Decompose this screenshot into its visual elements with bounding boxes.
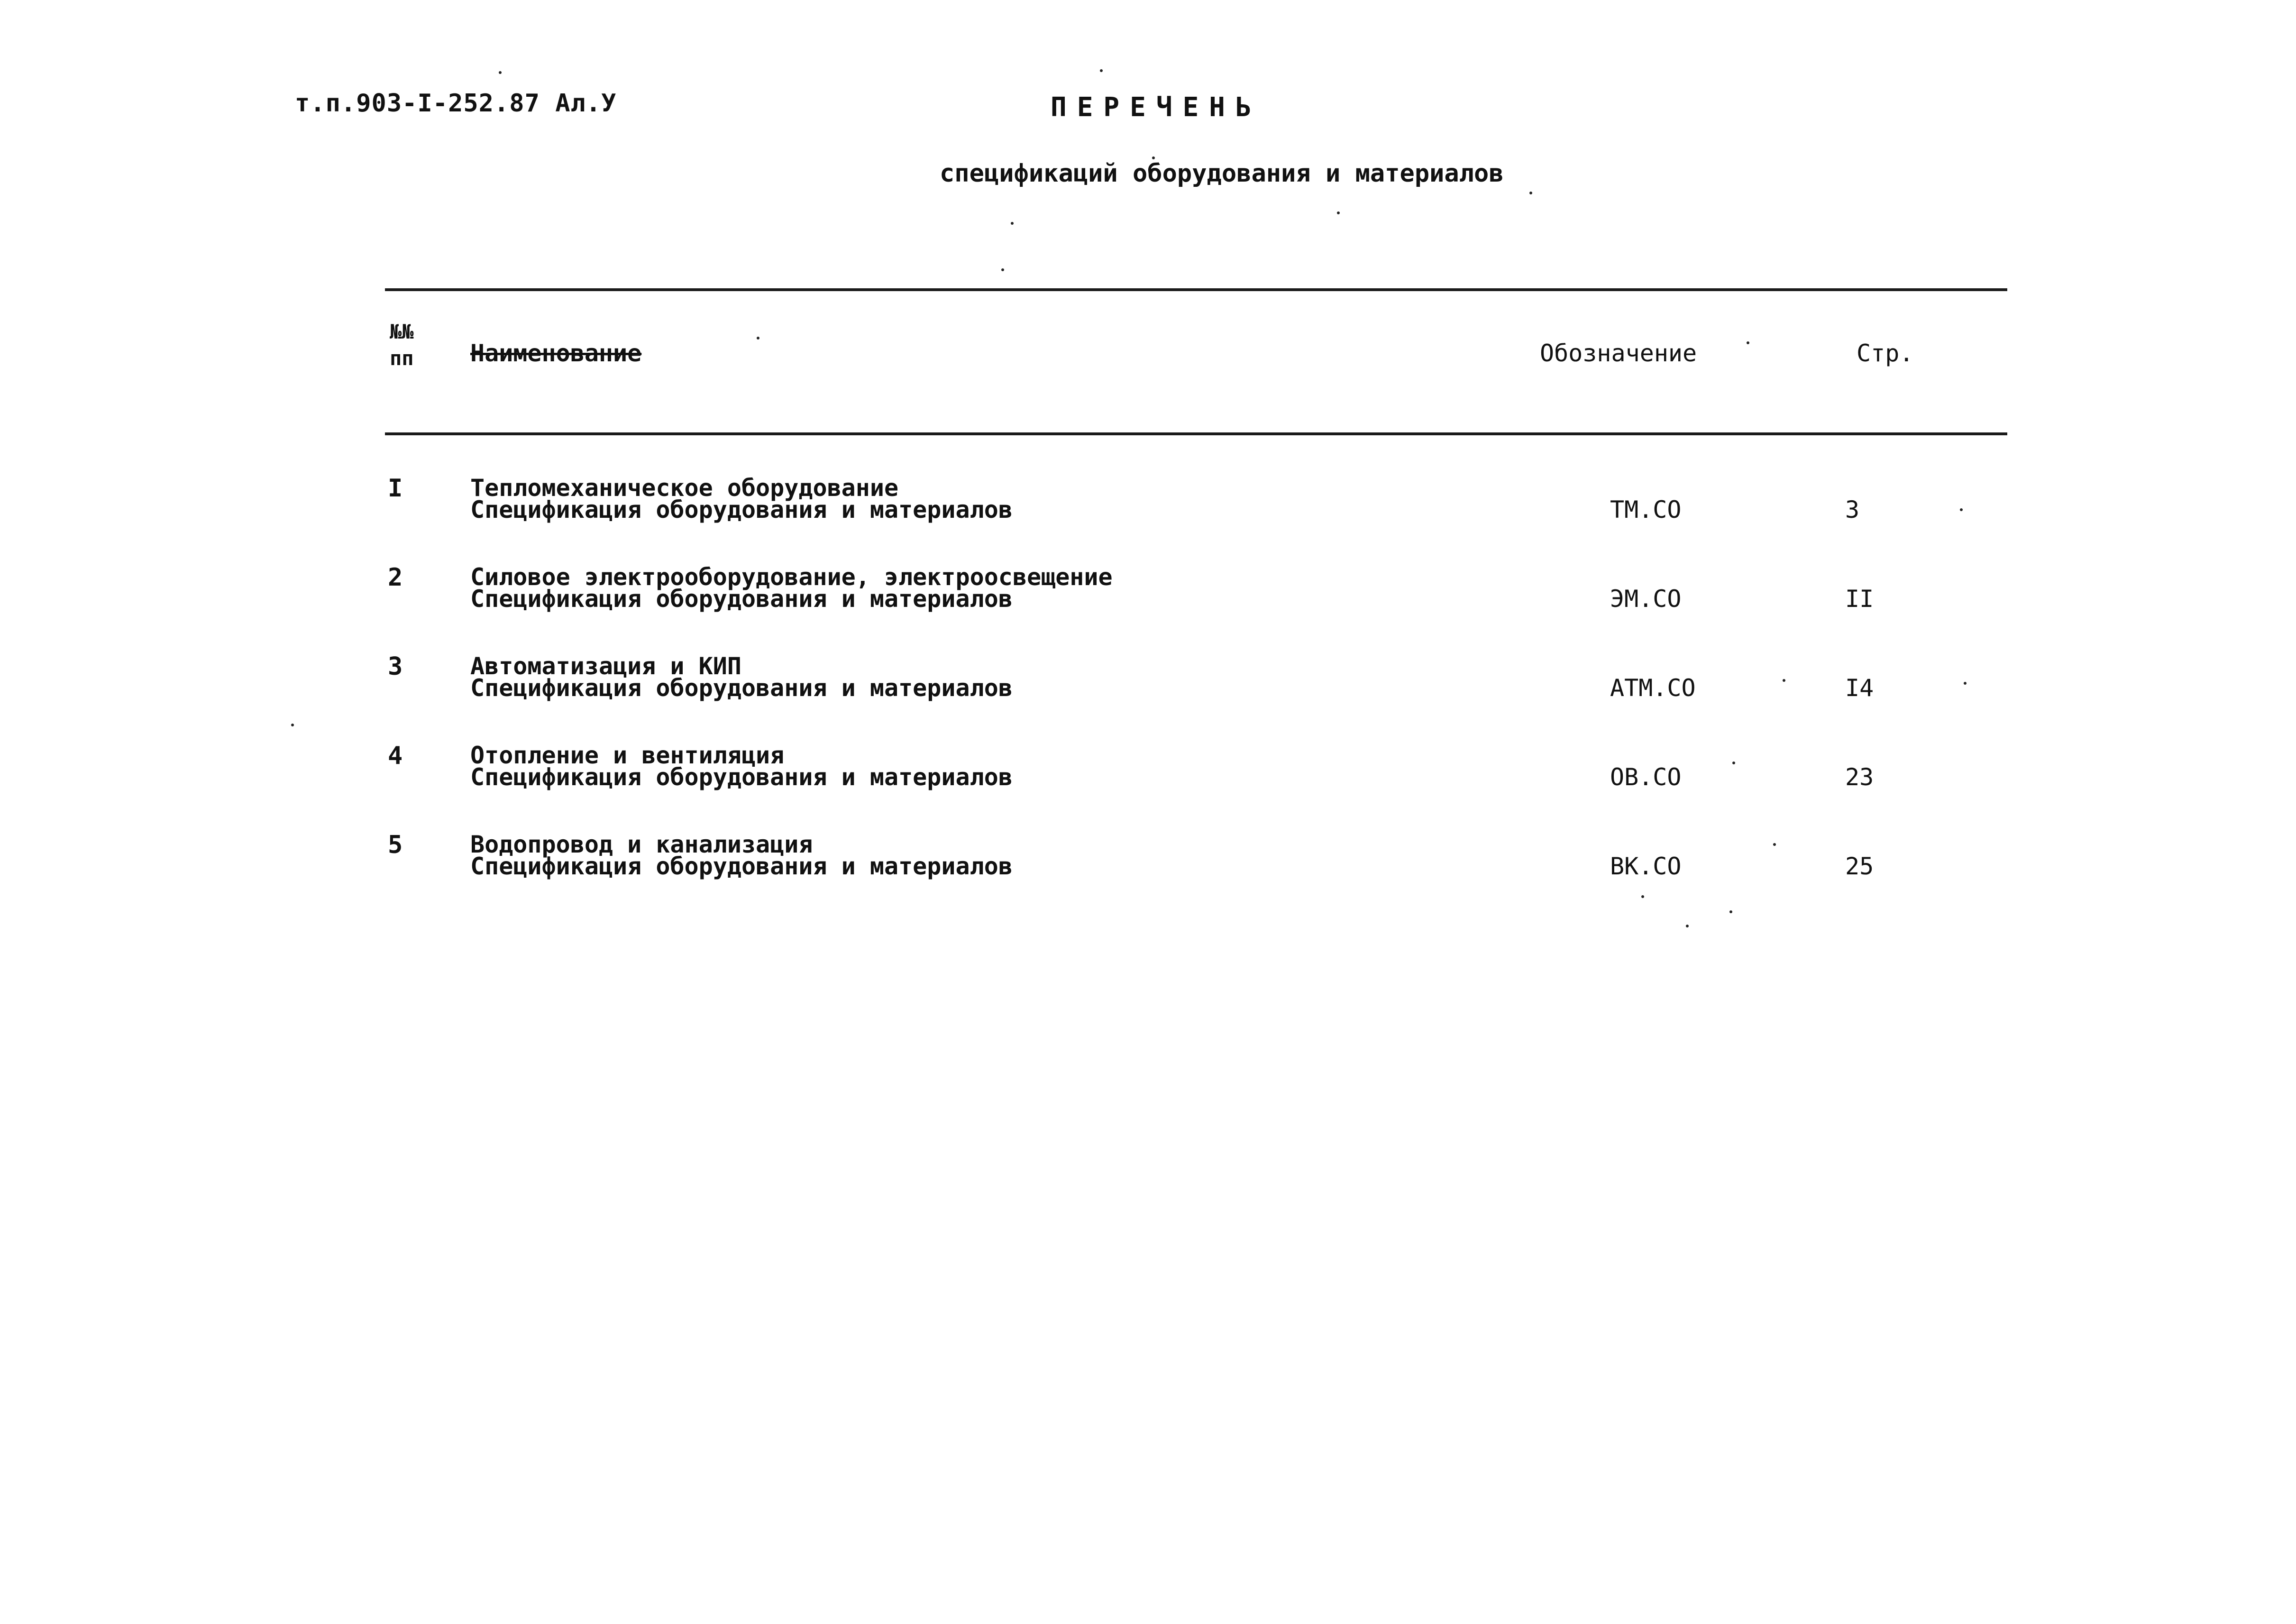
- column-header-name: Наименование: [470, 339, 642, 367]
- scan-speck: [1960, 508, 1963, 511]
- column-header-number-line1: №№: [390, 320, 414, 343]
- row-spec-name: Спецификация оборудования и материалов: [470, 763, 1013, 791]
- row-page: 3: [1845, 496, 1860, 523]
- row-page: 25: [1845, 853, 1874, 880]
- document-subtitle: спецификаций оборудования и материалов: [940, 159, 1504, 188]
- table-row: [0, 652, 2296, 709]
- row-code: ВК.СО: [1610, 853, 1682, 880]
- scan-speck: [1686, 925, 1689, 927]
- scan-speck: [499, 71, 502, 74]
- row-section-name: Тепломеханическое оборудование: [470, 474, 899, 502]
- table-top-rule: [385, 288, 2007, 291]
- scan-speck: [1011, 222, 1014, 225]
- row-spec-name: Спецификация оборудования и материалов: [470, 674, 1013, 702]
- scan-speck: [1337, 211, 1340, 214]
- scan-speck: [1100, 69, 1103, 72]
- row-page: II: [1845, 585, 1874, 613]
- row-section-name: Отопление и вентиляция: [470, 742, 785, 769]
- column-header-number: [390, 319, 414, 372]
- row-page: I4: [1845, 674, 1874, 702]
- scan-speck: [757, 337, 759, 339]
- row-code: АТМ.СО: [1610, 674, 1696, 702]
- column-header-code: Обозначение: [1540, 339, 1697, 367]
- document-title: ПЕРЕЧЕНЬ: [1051, 92, 1262, 123]
- scan-speck: [1001, 268, 1004, 271]
- row-spec-name: Спецификация оборудования и материалов: [470, 585, 1013, 613]
- row-section-name: Водопровод и канализация: [470, 831, 813, 858]
- scan-speck: [1732, 762, 1735, 764]
- row-number: I: [388, 474, 403, 503]
- scan-speck: [1152, 156, 1155, 159]
- scan-speck: [1729, 910, 1732, 913]
- row-number: 4: [388, 742, 403, 770]
- scan-speck: [1641, 895, 1644, 898]
- scan-speck: [1964, 682, 1967, 685]
- row-spec-name: Спецификация оборудования и материалов: [470, 496, 1013, 523]
- row-number: 2: [388, 563, 403, 592]
- row-spec-name: Спецификация оборудования и материалов: [470, 853, 1013, 880]
- column-header-number-line2: пп: [390, 347, 414, 370]
- row-code: ЭМ.СО: [1610, 585, 1682, 613]
- scan-speck: [1783, 679, 1785, 682]
- document-code: т.п.903-I-252.87 Ал.У: [295, 89, 617, 118]
- scan-speck: [291, 724, 294, 726]
- table-row: [0, 474, 2296, 531]
- column-header-page: Стр.: [1857, 339, 1914, 367]
- scan-speck: [1773, 843, 1776, 846]
- row-code: ОВ.СО: [1610, 763, 1682, 791]
- table-header-rule: [385, 432, 2007, 435]
- row-code: ТМ.СО: [1610, 496, 1682, 523]
- row-number: 5: [388, 831, 403, 859]
- row-section-name: Силовое электрооборудование, электроосвещение: [470, 563, 1113, 591]
- scan-speck: [1747, 341, 1749, 344]
- row-section-name: Автоматизация и КИП: [470, 652, 741, 680]
- table-row: [0, 742, 2296, 798]
- row-number: 3: [388, 652, 403, 681]
- row-page: 23: [1845, 763, 1874, 791]
- scan-speck: [1529, 192, 1532, 194]
- table-row: [0, 563, 2296, 620]
- table-row: [0, 831, 2296, 888]
